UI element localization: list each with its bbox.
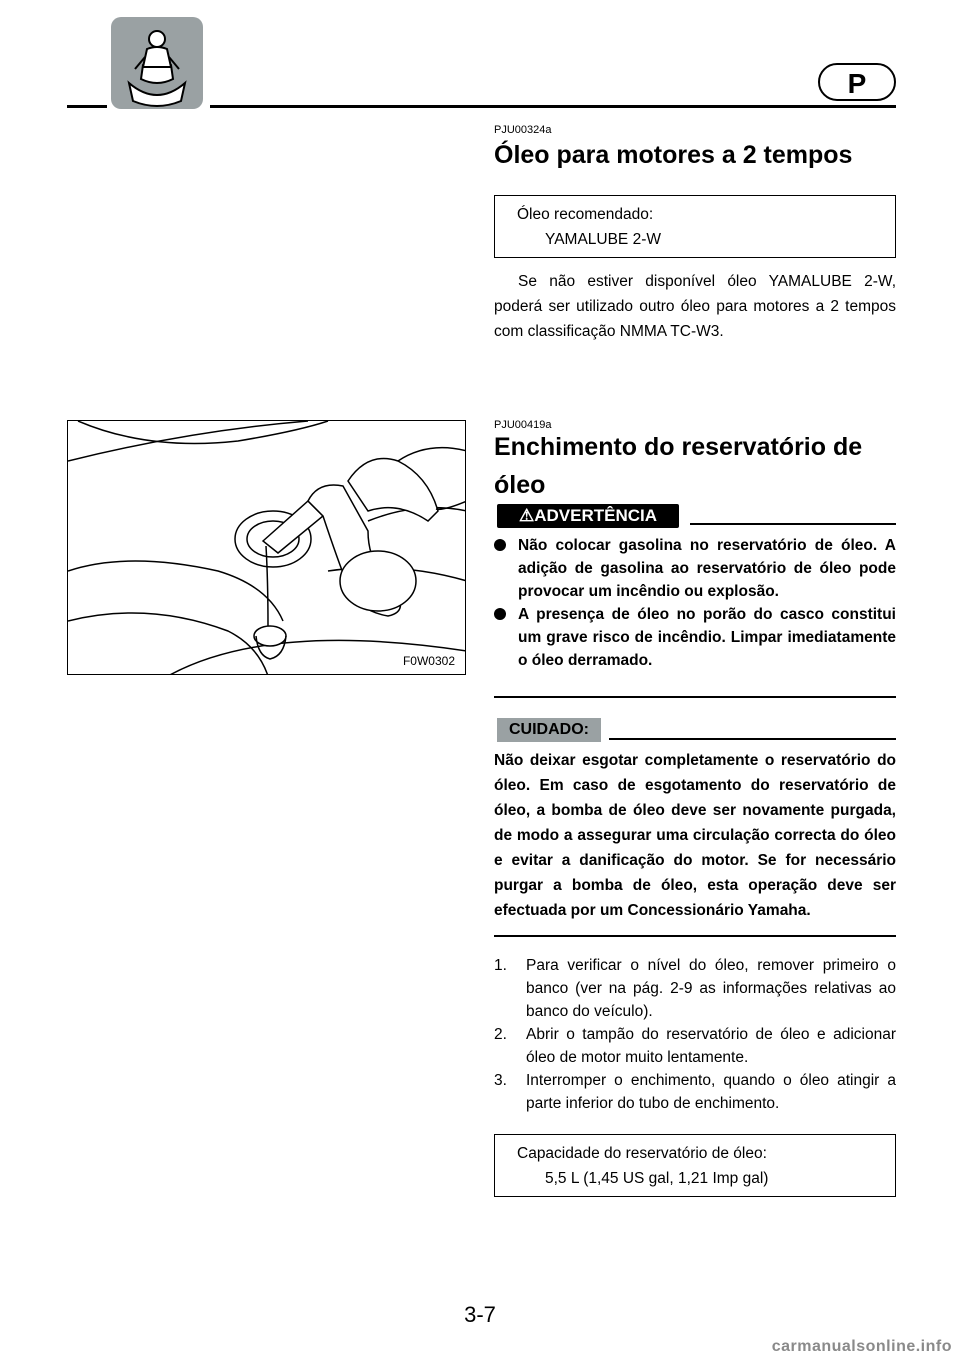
watermark: carmanualsonline.info (771, 1338, 952, 1355)
warning-item-text: A presença de óleo no porão do casco constitui um grave risco de incêndio. Limpar imediatamente o óleo derramado. (518, 606, 896, 669)
warning-item-text: Não colocar gasolina no reservatório de óleo. A adição de gasolina ao reservatório de óleo pode provocar um incêndio ou explosão. (518, 537, 896, 600)
section-title: Óleo para motores a 2 tempos (494, 141, 853, 169)
warning-label-text: ADVERTÊNCIA (534, 506, 658, 525)
recommended-oil-box (494, 195, 896, 258)
watercraft-rider-icon (111, 17, 203, 109)
language-badge: P (818, 63, 896, 101)
warning-rule-top (690, 523, 896, 525)
warning-label (497, 504, 679, 528)
section-code: PJU00324a (494, 124, 552, 136)
oil-filling-illustration (67, 420, 466, 675)
header-rule-right (210, 105, 896, 108)
capacity-box (494, 1134, 896, 1197)
step-number: 2. (494, 1026, 507, 1043)
caution-rule-bottom (494, 935, 896, 937)
bullet-icon (494, 608, 506, 620)
warning-item (494, 603, 896, 672)
step-text: Para verificar o nível do óleo, remover primeiro o banco (ver na pág. 2-9 as informações relativas ao banco do veículo). (526, 957, 896, 1020)
capacity-value: 5,5 L (1,45 US gal, 1,21 Imp gal) (545, 1170, 769, 1187)
section-code: PJU00419a (494, 419, 552, 431)
step-text: Abrir o tampão do reservatório de óleo e adicionar óleo de motor muito lentamente. (526, 1026, 896, 1066)
step-item (494, 1023, 896, 1069)
section-title (494, 428, 862, 504)
figure-caption: F0W0302 (402, 654, 455, 668)
caution-text: Não deixar esgotar completamente o reservatório do óleo. Em caso de esgotamento do reservatório de óleo, a bomba de óleo deve ser novamente purgada, de modo a assegurar uma circulação correcta do óleo e evitar a danificação do motor. Se for necessário purgar a bomba de óleo, esta operação deve ser efectuada por um Concessionário Yamaha. (494, 752, 896, 919)
warning-list (494, 534, 896, 672)
section-title-line1: Enchimento do reservatório de (494, 433, 863, 461)
warning-rule-bottom (494, 696, 896, 698)
page-number: 3-7 (464, 1302, 496, 1327)
steps-list (494, 954, 896, 1115)
capacity-label: Capacidade do reservatório de óleo: (517, 1145, 767, 1162)
spec-value: YAMALUBE 2-W (545, 231, 661, 248)
caution-label: CUIDADO: (497, 718, 601, 742)
spec-label: Óleo recomendado: (517, 206, 654, 223)
bullet-icon (494, 539, 506, 551)
oil-bottle-illustration-icon (68, 421, 466, 675)
step-item (494, 1069, 896, 1115)
warning-triangle-icon: ⚠ (518, 506, 535, 525)
caution-rule-top (609, 738, 896, 740)
oil-paragraph: Se não estiver disponível óleo YAMALUBE 2-W, poderá ser utilizado outro óleo para motores a 2 tempos com classificação NMMA TC-W3. (494, 273, 896, 340)
step-item (494, 954, 896, 1023)
warning-item (494, 534, 896, 603)
step-number: 1. (494, 957, 507, 974)
step-number: 3. (494, 1072, 507, 1089)
section-title-line2: óleo (494, 471, 546, 499)
header-rule-left (67, 105, 107, 108)
step-text: Interromper o enchimento, quando o óleo atingir a parte inferior do tubo de enchimento. (526, 1072, 896, 1112)
